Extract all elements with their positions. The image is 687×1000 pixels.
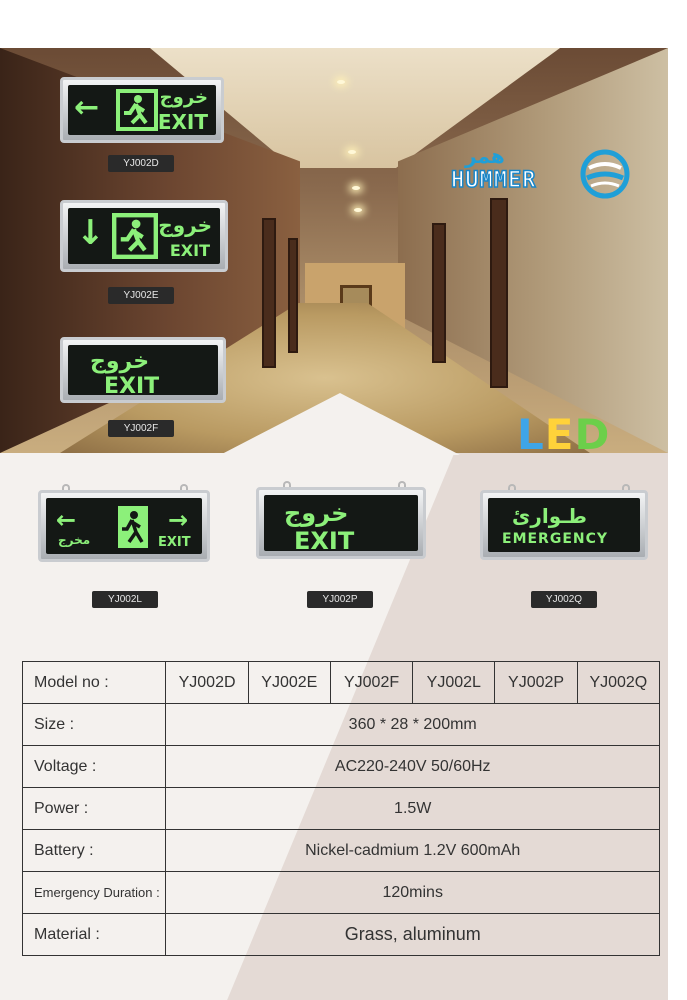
table-row bbox=[23, 788, 660, 830]
model-cell: YJ002Q bbox=[577, 662, 659, 704]
row-label: Power : bbox=[23, 788, 166, 830]
sign-exit-text: EXIT bbox=[294, 527, 355, 551]
sign-yj002q bbox=[480, 490, 648, 560]
model-cell: YJ002P bbox=[495, 662, 577, 704]
table-row bbox=[23, 872, 660, 914]
sign-exit-text: EXIT bbox=[169, 241, 210, 260]
sign-yj002d bbox=[60, 77, 224, 143]
row-value: Grass, aluminum bbox=[166, 914, 660, 956]
table-row bbox=[23, 914, 660, 956]
sign-yj002e bbox=[60, 200, 228, 272]
led-letter-l: L bbox=[517, 410, 545, 453]
row-value: 1.5W bbox=[166, 788, 660, 830]
sign-emergency-text: EMERGENCY bbox=[502, 531, 609, 547]
table-row bbox=[23, 662, 660, 704]
model-cell: YJ002F bbox=[330, 662, 412, 704]
sign-arabic-text: مخرج bbox=[58, 533, 91, 547]
model-label-yj002e: YJ002E bbox=[108, 287, 174, 304]
row-label: Battery : bbox=[23, 830, 166, 872]
sign-arabic-text: خروج bbox=[284, 499, 349, 527]
row-label: Voltage : bbox=[23, 746, 166, 788]
row-label: Size : bbox=[23, 704, 166, 746]
hummer-logo bbox=[445, 144, 635, 202]
model-cell: YJ002D bbox=[166, 662, 248, 704]
model-label-yj002q: YJ002Q bbox=[531, 591, 597, 608]
sign-exit-text: EXIT bbox=[157, 110, 208, 134]
row-label: Emergency Duration : bbox=[23, 872, 166, 914]
running-man-icon bbox=[112, 213, 158, 259]
row-value: 120mins bbox=[166, 872, 660, 914]
table-row bbox=[23, 704, 660, 746]
sign-arabic-text: خروج bbox=[158, 213, 212, 237]
sign-yj002p bbox=[256, 487, 426, 559]
table-row bbox=[23, 746, 660, 788]
brand-name: HUMMER bbox=[451, 168, 537, 193]
row-label: Material : bbox=[23, 914, 166, 956]
arrow-right-icon: → bbox=[168, 506, 189, 534]
brand-arabic-text: همر bbox=[465, 144, 505, 168]
spec-table bbox=[22, 661, 660, 956]
sign-yj002l bbox=[38, 490, 210, 562]
model-label-yj002p: YJ002P bbox=[307, 591, 373, 608]
running-man-icon bbox=[116, 89, 158, 131]
table-row bbox=[23, 830, 660, 872]
sign-arabic-text: طـوارئ bbox=[512, 504, 587, 528]
running-man-icon bbox=[116, 504, 150, 550]
model-label-yj002f: YJ002F bbox=[108, 420, 174, 437]
row-label: Model no : bbox=[23, 662, 166, 704]
arrow-left-icon: ← bbox=[74, 90, 100, 125]
led-badge bbox=[517, 410, 610, 453]
row-value: AC220-240V 50/60Hz bbox=[166, 746, 660, 788]
led-letter-e: E bbox=[544, 410, 575, 453]
led-letter-d: D bbox=[574, 410, 611, 453]
arrow-left-icon: ← bbox=[56, 506, 77, 534]
arrow-down-icon: ↓ bbox=[76, 213, 105, 253]
row-value: Nickel-cadmium 1.2V 600mAh bbox=[166, 830, 660, 872]
row-value: 360 * 28 * 200mm bbox=[166, 704, 660, 746]
sign-arabic-text: خروج bbox=[90, 349, 150, 374]
globe-icon bbox=[577, 146, 633, 202]
sign-arabic-text: خروج bbox=[159, 87, 208, 108]
model-cell: YJ002E bbox=[248, 662, 330, 704]
model-cell: YJ002L bbox=[413, 662, 495, 704]
sign-exit-text: EXIT bbox=[158, 535, 191, 550]
model-label-yj002l: YJ002L bbox=[92, 591, 158, 608]
model-label-yj002d: YJ002D bbox=[108, 155, 174, 172]
sign-exit-text: EXIT bbox=[104, 374, 160, 395]
sign-yj002f bbox=[60, 337, 226, 403]
